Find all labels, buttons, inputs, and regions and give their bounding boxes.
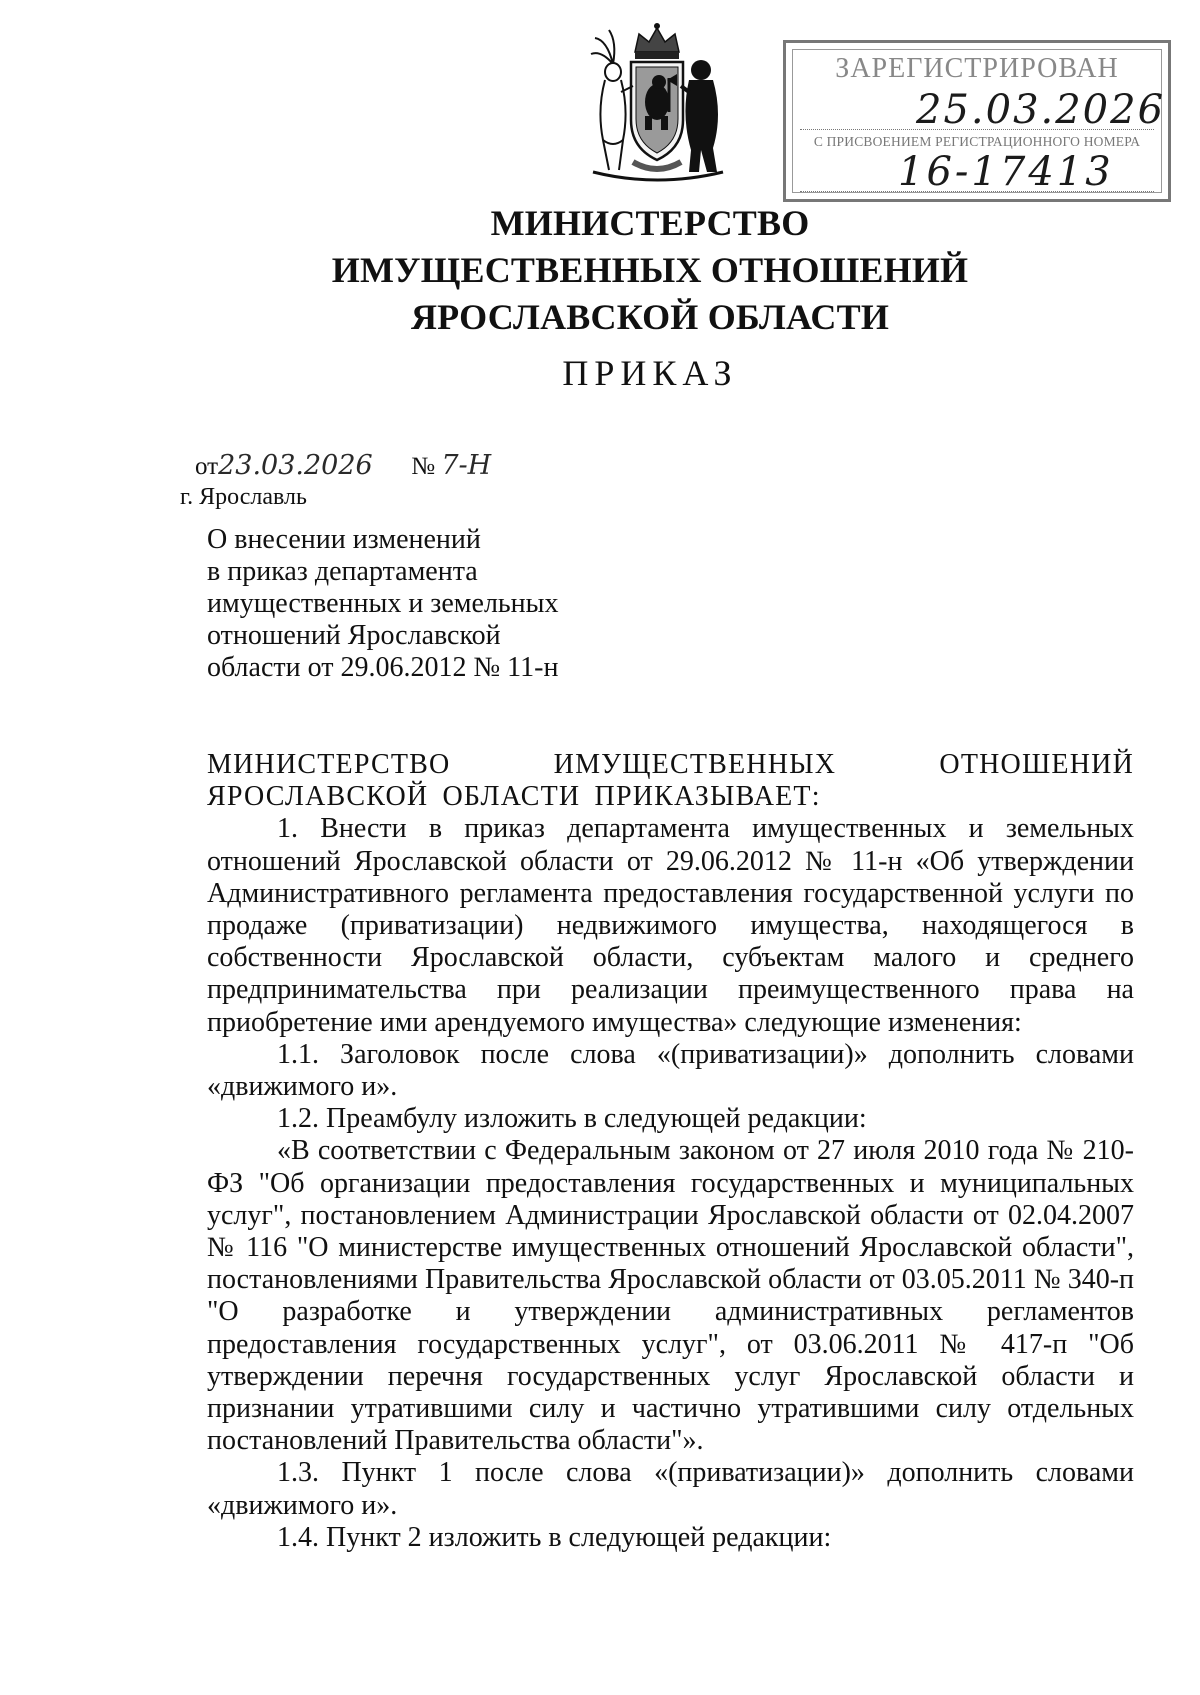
ministry-heading-line: МИНИСТЕРСТВО bbox=[490, 203, 810, 243]
subject-line: О внесении изменений bbox=[207, 524, 481, 555]
ministry-heading-line: ЯРОСЛАВСКОЙ ОБЛАСТИ bbox=[410, 297, 890, 337]
ministry-heading bbox=[0, 200, 1200, 341]
subject-line: в приказ департамента bbox=[207, 556, 478, 587]
order-lead: МИНИСТЕРСТВО ИМУЩЕСТВЕННЫХ ОТНОШЕНИЙ ЯРОСЛАВСКОЙ ОБЛАСТИ ПРИКАЗЫВАЕТ: bbox=[207, 749, 1134, 813]
stamp-handwritten-number: 16-17413 bbox=[898, 149, 1114, 195]
body-paragraph: 1. Внести в приказ департамента имущественных и земельных отношений Ярославской области от 29.06.2012 № 11-н «Об утверждении Административного регламента предоставления государственной услуги по продаже (приватизации) недвижимого имущества, находящегося в собственности Ярославской области, субъектам малого и среднего предпринимательства при реализации преимущественного права на приобретение ими арендуемого имущества» следующие изменения: bbox=[207, 813, 1134, 1038]
stamp-divider bbox=[800, 191, 1154, 192]
stamp-handwritten-date: 25.03.2026 bbox=[916, 87, 1166, 133]
stamp-subtitle: С ПРИСВОЕНИЕМ РЕГИСТРАЦИОННОГО НОМЕРА bbox=[813, 134, 1141, 149]
registration-stamp bbox=[783, 40, 1171, 202]
subject-line: имущественных и земельных bbox=[207, 588, 559, 619]
order-subject bbox=[207, 524, 558, 684]
handwritten-order-number: 7-Н bbox=[441, 450, 492, 481]
number-prefix: № bbox=[411, 453, 436, 480]
coat-of-arms-emblem bbox=[573, 20, 741, 188]
subject-line: отношений Ярославской bbox=[207, 620, 501, 651]
order-date-line bbox=[195, 450, 491, 481]
date-prefix: от bbox=[195, 453, 219, 480]
document-type-heading: ПРИКАЗ bbox=[562, 353, 738, 393]
body-paragraph: 1.4. Пункт 2 изложить в следующей редакции: bbox=[277, 1521, 832, 1553]
handwritten-order-date: 23.03.2026 bbox=[218, 450, 373, 481]
stamp-title: ЗАРЕГИСТРИРОВАН bbox=[835, 53, 1119, 84]
city-label: г. Ярославль bbox=[180, 484, 307, 510]
ministry-heading-line: ИМУЩЕСТВЕННЫХ ОТНОШЕНИЙ bbox=[331, 250, 969, 290]
body-paragraph: 1.1. Заголовок после слова «(приватизации)» дополнить словами «движимого и». bbox=[207, 1038, 1134, 1103]
stamp-divider bbox=[800, 129, 1154, 130]
order-body bbox=[207, 749, 1134, 1554]
body-paragraph: 1.2. Преамбулу изложить в следующей редакции: bbox=[277, 1103, 867, 1135]
body-paragraph: 1.3. Пункт 1 после слова «(приватизации)» дополнить словами «движимого и». bbox=[207, 1457, 1134, 1521]
subject-line: области от 29.06.2012 № 11-н bbox=[207, 652, 559, 683]
body-paragraph: «В соответствии с Федеральным законом от 27 июля 2010 года № 210-ФЗ "Об организации предоставления государственных и муниципальных услуг", постановлением Администрации Ярославской области от 02.04.2007 № 116 "О министерстве имущественных отношений Ярославской области", постановлениями Правительства Ярославской области от 03.05.2011 № 340-п "О разработке и утверждении административных регламентов предоставления государственных услуг", от 03.06.2011 № 417-п "Об утверждении перечня государственных услуг Ярославской области и признании утратившими силу и частично утратившими силу отдельных постановлений Правительства области"». bbox=[207, 1135, 1134, 1457]
